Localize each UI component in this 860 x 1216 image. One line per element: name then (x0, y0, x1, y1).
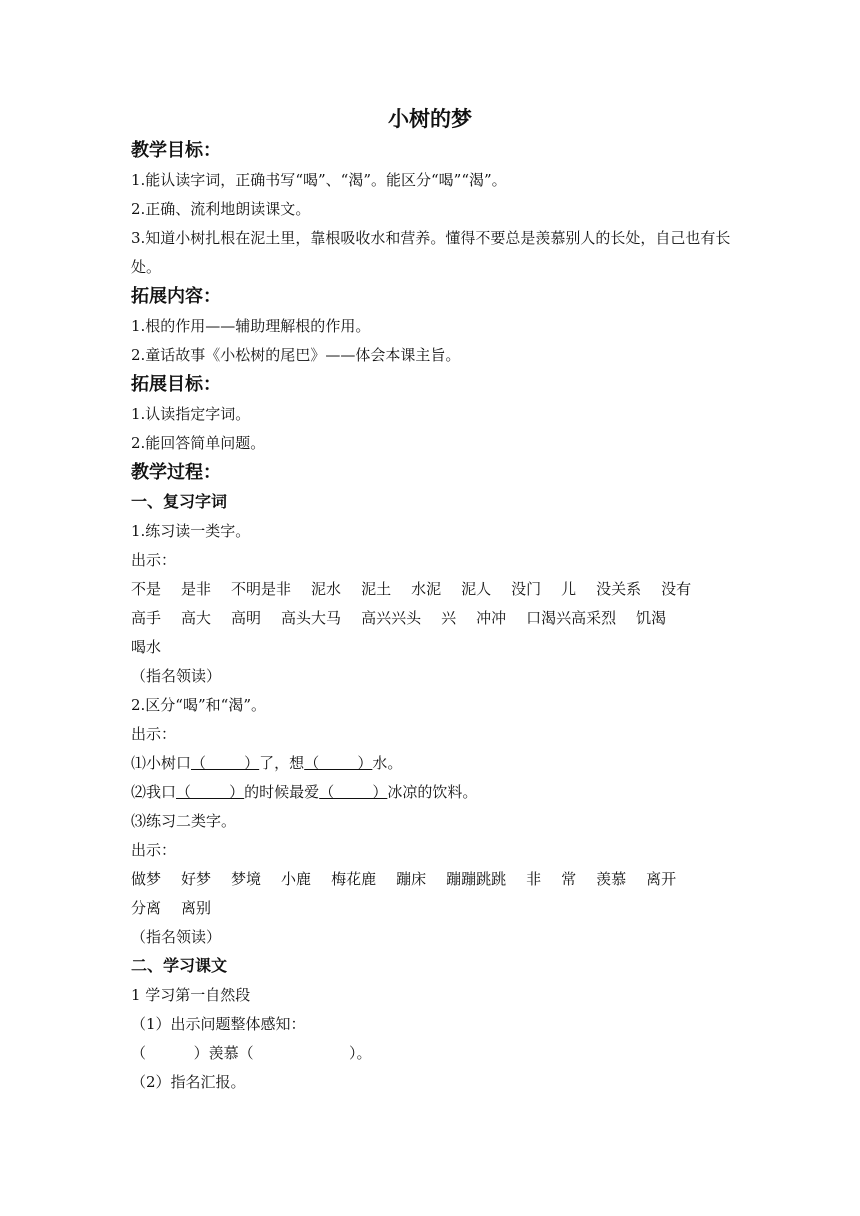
exercise-sentence-3: ⑶练习二类字。 (131, 812, 237, 830)
word-item: 非 (526, 870, 542, 888)
fill-blank: （ ） (176, 783, 245, 801)
show-label: 出示： (131, 551, 177, 569)
word-item: 不是 (131, 580, 162, 598)
step-text: 1 学习第一自然段 (131, 986, 251, 1004)
extension-content-item: 1.根的作用——辅助理解根的作用。 (131, 317, 371, 335)
word-item: 儿 (561, 580, 577, 598)
word-item: 做梦 (131, 870, 162, 888)
goal-item: 1.能认读字词，正确书写“喝”、“渴”。能区分“喝”“渴”。 (131, 171, 507, 189)
word-list-one (131, 575, 731, 662)
extension-goal-item: 2.能回答简单问题。 (131, 434, 266, 452)
sub-step-text: （1）出示问题整体感知： (131, 1015, 306, 1033)
word-item: 小鹿 (281, 870, 312, 888)
word-item: 泥水 (311, 580, 342, 598)
lead-read-note: （指名领读） (131, 928, 222, 946)
word-item: 水泥 (411, 580, 442, 598)
document-title: 小树的梦 (388, 106, 472, 131)
goal-item: 2.正确、流利地朗读课文。 (131, 200, 311, 218)
word-item: 没有 (661, 580, 692, 598)
section-one-title: 一、复习字词 (131, 492, 228, 511)
word-item: 羡慕 (596, 870, 627, 888)
lead-read-note: （指名领读） (131, 667, 222, 685)
word-item: 高兴兴头 (361, 609, 422, 627)
word-item: 高明 (231, 609, 262, 627)
word-item: 分离 (131, 899, 162, 917)
word-item: 高头大马 (281, 609, 342, 627)
teaching-goals-heading: 教学目标： (131, 140, 221, 161)
extension-content-item: 2.童话故事《小松树的尾巴》——体会本课主旨。 (131, 346, 461, 364)
word-list-two (131, 865, 731, 923)
section-two-title: 二、学习课文 (131, 956, 228, 975)
word-item: 离别 (181, 899, 212, 917)
fill-blank: （ ） (319, 783, 388, 801)
word-item: 蹦蹦跳跳 (446, 870, 507, 888)
document-body (131, 136, 731, 1097)
word-item: 没关系 (596, 580, 642, 598)
word-item: 泥人 (461, 580, 492, 598)
word-item: 泥土 (361, 580, 392, 598)
word-item: 蹦床 (396, 870, 427, 888)
word-item: 好梦 (181, 870, 212, 888)
extension-content-heading: 拓展内容： (131, 286, 221, 307)
word-item: 高大 (181, 609, 212, 627)
teaching-process-heading: 教学过程： (131, 462, 221, 483)
word-item: 口渴兴高采烈 (526, 609, 617, 627)
exercise-sentence-2: ⑵我口（ ）的时候最爱（ ）冰凉的饮料。 (131, 783, 478, 801)
word-item: 饥渴 (636, 609, 667, 627)
fill-blank: （ ） (304, 754, 373, 772)
word-item: 不明是非 (231, 580, 292, 598)
word-item: 梦境 (231, 870, 262, 888)
word-item: 冲冲 (476, 609, 507, 627)
extension-goals-heading: 拓展目标： (131, 374, 221, 395)
step-text: 1.练习读一类字。 (131, 522, 251, 540)
word-item: 是非 (181, 580, 212, 598)
fill-blank: （ ） (191, 754, 260, 772)
word-item: 离开 (646, 870, 677, 888)
show-label: 出示： (131, 841, 177, 859)
word-item: 常 (561, 870, 577, 888)
word-item: 喝水 (131, 638, 162, 656)
word-item: 没门 (511, 580, 542, 598)
exercise-sentence-1: ⑴小树口（ ）了，想（ ）水。 (131, 754, 403, 772)
sub-step-text: （2）指名汇报。 (131, 1073, 246, 1091)
show-label: 出示： (131, 725, 177, 743)
extension-goal-item: 1.认读指定字词。 (131, 405, 251, 423)
step-text: 2.区分“喝”和“渴”。 (131, 696, 266, 714)
goal-item: 3.知道小树扎根在泥土里，靠根吸收水和营养。懂得不要总是羡慕别人的长处，自己也有长处。 (131, 229, 731, 276)
fill-in-sentence: （ ）羡慕（ ）。 (131, 1044, 372, 1062)
word-item: 梅花鹿 (331, 870, 377, 888)
word-item: 高手 (131, 609, 162, 627)
word-item: 兴 (441, 609, 457, 627)
